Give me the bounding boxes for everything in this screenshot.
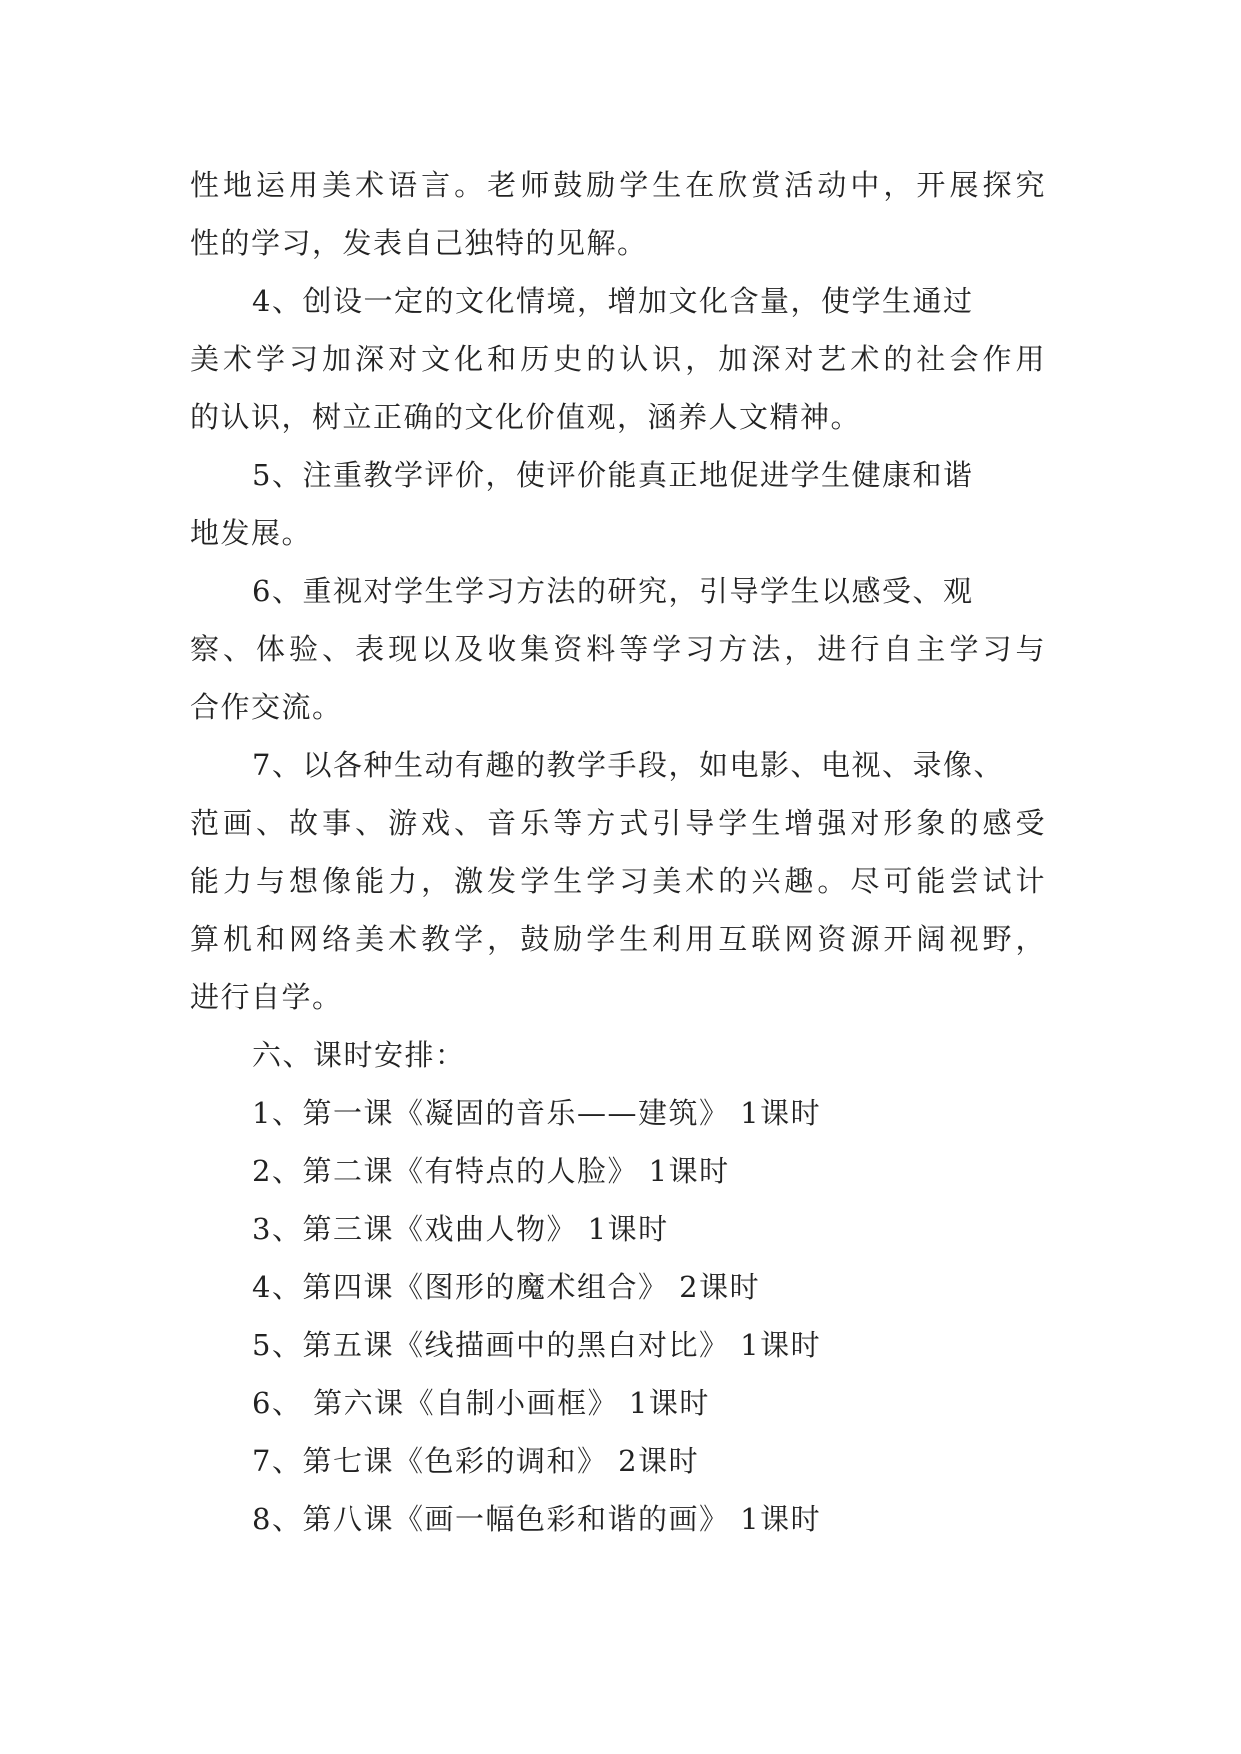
paragraph-line: 5、注重教学评价，使评价能真正地促进学生健康和谐 xyxy=(252,458,974,492)
paragraph-line: 范画、故事、游戏、音乐等方式引导学生增强对形象的感受 xyxy=(190,806,1046,840)
paragraph-line: 性地运用美术语言。老师鼓励学生在欣赏活动中，开展探究 xyxy=(190,168,1046,202)
schedule-item: 6、 第六课《自制小画框》 1课时 xyxy=(252,1386,710,1420)
paragraph-line: 合作交流。 xyxy=(190,690,343,724)
schedule-item: 7、第七课《色彩的调和》 2课时 xyxy=(252,1444,700,1478)
paragraph-line: 美术学习加深对文化和历史的认识，加深对艺术的社会作用 xyxy=(190,342,1046,376)
paragraph-line: 性的学习，发表自己独特的见解。 xyxy=(190,226,648,260)
schedule-item: 5、第五课《线描画中的黑白对比》 1课时 xyxy=(252,1328,822,1362)
schedule-item: 3、第三课《戏曲人物》 1课时 xyxy=(252,1212,669,1246)
paragraph-line: 的认识，树立正确的文化价值观，涵养人文精神。 xyxy=(190,400,862,434)
paragraph-line: 6、重视对学生学习方法的研究，引导学生以感受、观 xyxy=(252,574,974,608)
paragraph-line: 能力与想像能力，激发学生学习美术的兴趣。尽可能尝试计 xyxy=(190,864,1046,898)
section-heading: 六、课时安排： xyxy=(252,1038,466,1072)
schedule-item: 1、第一课《凝固的音乐——建筑》 1课时 xyxy=(252,1096,822,1130)
schedule-item: 4、第四课《图形的魔术组合》 2课时 xyxy=(252,1270,761,1304)
paragraph-line: 4、创设一定的文化情境，增加文化含量，使学生通过 xyxy=(252,284,974,318)
paragraph-line: 地发展。 xyxy=(190,516,313,550)
paragraph-line: 算机和网络美术教学，鼓励学生利用互联网资源开阔视野， xyxy=(190,922,1046,956)
schedule-item: 8、第八课《画一幅色彩和谐的画》 1课时 xyxy=(252,1502,822,1536)
paragraph-line: 进行自学。 xyxy=(190,980,343,1014)
schedule-item: 2、第二课《有特点的人脸》 1课时 xyxy=(252,1154,730,1188)
paragraph-line: 察、体验、表现以及收集资料等学习方法，进行自主学习与 xyxy=(190,632,1046,666)
paragraph-line: 7、以各种生动有趣的教学手段，如电影、电视、录像、 xyxy=(252,748,1004,782)
